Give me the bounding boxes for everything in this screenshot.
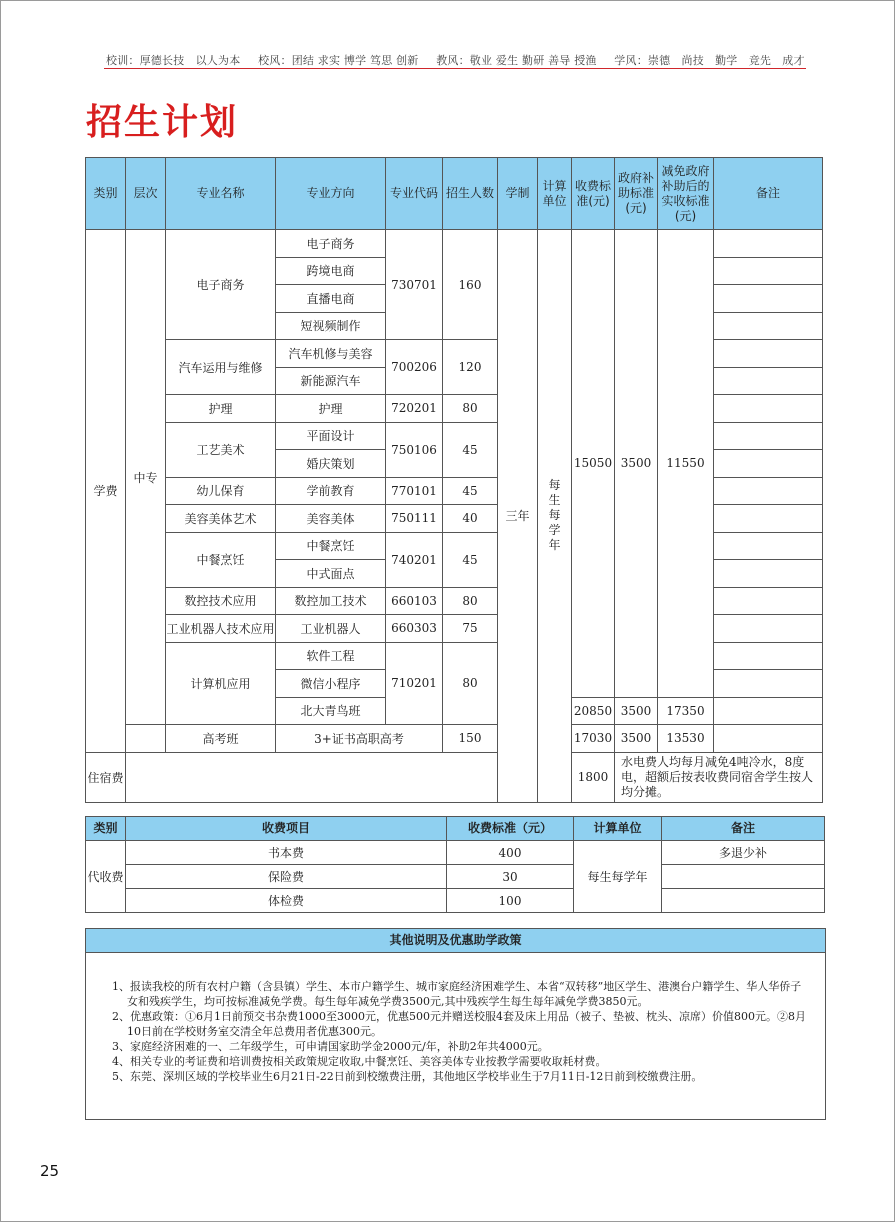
col-header: 收费标准（元） [447, 817, 574, 841]
major-code-cell: 660303 [386, 615, 443, 643]
unit-cell: 每生每学年 [574, 841, 662, 913]
enroll-count-cell: 80 [443, 642, 498, 725]
note-cell [662, 865, 825, 889]
fee-cell: 20850 [572, 697, 615, 725]
direction-cell: 汽车机修与美容 [276, 340, 386, 368]
major-code-cell: 700206 [386, 340, 443, 395]
amount-cell: 30 [447, 865, 574, 889]
col-header: 备注 [714, 158, 823, 230]
direction-cell: 婚庆策划 [276, 450, 386, 478]
motto-item: 校训：厚德长技 以人为本 [106, 54, 241, 67]
enroll-count-cell: 45 [443, 422, 498, 477]
major-code-cell: 770101 [386, 477, 443, 505]
col-header: 计算单位 [574, 817, 662, 841]
remark-cell [714, 532, 823, 560]
major-name-cell: 中餐烹饪 [166, 532, 276, 587]
direction-cell: 数控加工技术 [276, 587, 386, 615]
direction-cell: 平面设计 [276, 422, 386, 450]
col-header: 政府补助标准(元) [615, 158, 658, 230]
col-header: 减免政府补助后的实收标准(元) [658, 158, 714, 230]
col-header: 专业代码 [386, 158, 443, 230]
major-name-cell: 护理 [166, 395, 276, 423]
major-name-cell: 计算机应用 [166, 642, 276, 725]
remark-cell [714, 505, 823, 533]
major-name-cell: 工业机器人技术应用 [166, 615, 276, 643]
enroll-count-cell: 150 [443, 725, 498, 753]
remark-cell [714, 230, 823, 258]
enrollment-fee-table [85, 157, 823, 803]
school-motto [106, 52, 806, 68]
agency-fee-table [85, 816, 825, 913]
remark-cell [714, 725, 823, 753]
header-rule [104, 68, 806, 69]
major-name-cell: 汽车运用与维修 [166, 340, 276, 395]
category-cell: 住宿费 [86, 752, 126, 802]
col-header: 专业名称 [166, 158, 276, 230]
direction-cell: 学前教育 [276, 477, 386, 505]
major-code-cell: 730701 [386, 230, 443, 340]
category-cell: 代收费 [86, 841, 126, 913]
major-name-cell: 幼儿保育 [166, 477, 276, 505]
table-row [86, 752, 823, 802]
direction-cell: 软件工程 [276, 642, 386, 670]
major-name-cell: 数控技术应用 [166, 587, 276, 615]
fee-cell: 17030 [572, 725, 615, 753]
table-row [86, 725, 823, 753]
level-cell: 中专 [126, 230, 166, 725]
fee-cell: 15050 [572, 230, 615, 698]
table-row [86, 230, 823, 258]
unit-cell [538, 230, 572, 803]
col-header: 类别 [86, 817, 126, 841]
remark-cell [714, 670, 823, 698]
net-fee-cell: 11550 [658, 230, 714, 698]
major-name-cell: 高考班 [166, 725, 276, 753]
item-cell: 保险费 [126, 865, 447, 889]
duration-cell: 三年 [498, 230, 538, 803]
major-name-cell: 工艺美术 [166, 422, 276, 477]
col-header: 学制 [498, 158, 538, 230]
enroll-count-cell: 160 [443, 230, 498, 340]
direction-cell: 工业机器人 [276, 615, 386, 643]
notes-body [86, 953, 825, 1084]
major-code-cell: 740201 [386, 532, 443, 587]
remark-cell [714, 312, 823, 340]
motto-item: 教风：敬业 爱生 勤研 善导 授渔 [436, 54, 597, 67]
note-cell [662, 889, 825, 913]
remark-cell [714, 340, 823, 368]
note-item: 2、优惠政策：①6月1日前预交书杂费1000至3000元，优惠500元并赠送校服4套及床上用品（被子、垫被、枕头、凉席）价值800元。②8月10日前在学校财务室交清全年总费用者优惠300元。 [112, 1010, 806, 1038]
major-code-cell: 750111 [386, 505, 443, 533]
major-code-cell: 750106 [386, 422, 443, 477]
remark-cell [714, 587, 823, 615]
level-cell [126, 725, 166, 753]
col-header: 计算单位 [538, 158, 572, 230]
net-fee-cell: 17350 [658, 697, 714, 725]
table-header-row [86, 158, 823, 230]
direction-cell: 护理 [276, 395, 386, 423]
category-cell: 学费 [86, 230, 126, 753]
remark-cell [714, 560, 823, 588]
col-header: 层次 [126, 158, 166, 230]
item-cell: 书本费 [126, 841, 447, 865]
major-name-cell: 电子商务 [166, 230, 276, 340]
direction-cell: 直播电商 [276, 285, 386, 313]
direction-cell: 新能源汽车 [276, 367, 386, 395]
enroll-count-cell: 45 [443, 532, 498, 587]
table-row [86, 889, 825, 913]
direction-cell: 3+证书高职高考 [276, 725, 443, 753]
direction-cell: 短视频制作 [276, 312, 386, 340]
blank-cell [126, 752, 498, 802]
major-code-cell: 720201 [386, 395, 443, 423]
item-cell: 体检费 [126, 889, 447, 913]
motto-item: 校风：团结 求实 博学 笃思 创新 [258, 54, 419, 67]
enroll-count-cell: 45 [443, 477, 498, 505]
motto-item: 学风：崇德 尚技 勤学 竞先 成才 [614, 54, 805, 67]
notes-title: 其他说明及优惠助学政策 [86, 929, 825, 953]
remark-cell [714, 477, 823, 505]
direction-cell: 北大青鸟班 [276, 697, 386, 725]
unit-text: 每生每学年 [548, 478, 561, 553]
col-header: 类别 [86, 158, 126, 230]
remark-cell [714, 395, 823, 423]
subsidy-cell: 3500 [615, 697, 658, 725]
net-fee-cell: 13530 [658, 725, 714, 753]
amount-cell: 400 [447, 841, 574, 865]
dorm-note-cell: 水电费人均每月减免4吨冷水，8度电，超额后按表收费同宿舍学生按人均分摊。 [615, 752, 823, 802]
direction-cell: 微信小程序 [276, 670, 386, 698]
table-header-row [86, 817, 825, 841]
remark-cell [714, 615, 823, 643]
remark-cell [714, 285, 823, 313]
amount-cell: 100 [447, 889, 574, 913]
remark-cell [714, 697, 823, 725]
fee-cell: 1800 [572, 752, 615, 802]
remark-cell [714, 257, 823, 285]
remark-cell [714, 367, 823, 395]
policy-notes [85, 928, 826, 1120]
table-row [86, 841, 825, 865]
col-header: 专业方向 [276, 158, 386, 230]
col-header: 备注 [662, 817, 825, 841]
note-item: 4、相关专业的考证费和培训费按相关政策规定收取,中餐烹饪、美容美体专业按教学需要收取耗材费。 [112, 1055, 607, 1068]
note-item: 1、报读我校的所有农村户籍（含县镇）学生、本市户籍学生、城市家庭经济困难学生、本省“双转移”地区学生、港澳台户籍学生、华人华侨子女和残疾学生，均可按标准减免学费。每生每年减免学费3500元,其中残疾学生每生每年减免学费3850元。 [112, 980, 802, 1008]
subsidy-cell: 3500 [615, 725, 658, 753]
note-item: 3、家庭经济困难的一、二年级学生，可申请国家助学金2000元/年，补助2年共4000元。 [112, 1040, 549, 1053]
enroll-count-cell: 120 [443, 340, 498, 395]
direction-cell: 美容美体 [276, 505, 386, 533]
enroll-count-cell: 80 [443, 395, 498, 423]
col-header: 招生人数 [443, 158, 498, 230]
direction-cell: 跨境电商 [276, 257, 386, 285]
remark-cell [714, 642, 823, 670]
major-name-cell: 美容美体艺术 [166, 505, 276, 533]
col-header: 收费项目 [126, 817, 447, 841]
remark-cell [714, 422, 823, 450]
remark-cell [714, 450, 823, 478]
direction-cell: 中餐烹饪 [276, 532, 386, 560]
subsidy-cell: 3500 [615, 230, 658, 698]
major-code-cell: 710201 [386, 642, 443, 725]
enroll-count-cell: 40 [443, 505, 498, 533]
note-cell: 多退少补 [662, 841, 825, 865]
page-title: 招生计划 [86, 102, 239, 143]
col-header: 收费标准(元) [572, 158, 615, 230]
table-row [86, 865, 825, 889]
direction-cell: 电子商务 [276, 230, 386, 258]
major-code-cell: 660103 [386, 587, 443, 615]
page-number: 25 [40, 1162, 60, 1180]
enroll-count-cell: 80 [443, 587, 498, 615]
direction-cell: 中式面点 [276, 560, 386, 588]
note-item: 5、东莞、深圳区域的学校毕业生6月21日-22日前到校缴费注册，其他地区学校毕业生于7月11日-12日前到校缴费注册。 [112, 1070, 703, 1083]
enroll-count-cell: 75 [443, 615, 498, 643]
